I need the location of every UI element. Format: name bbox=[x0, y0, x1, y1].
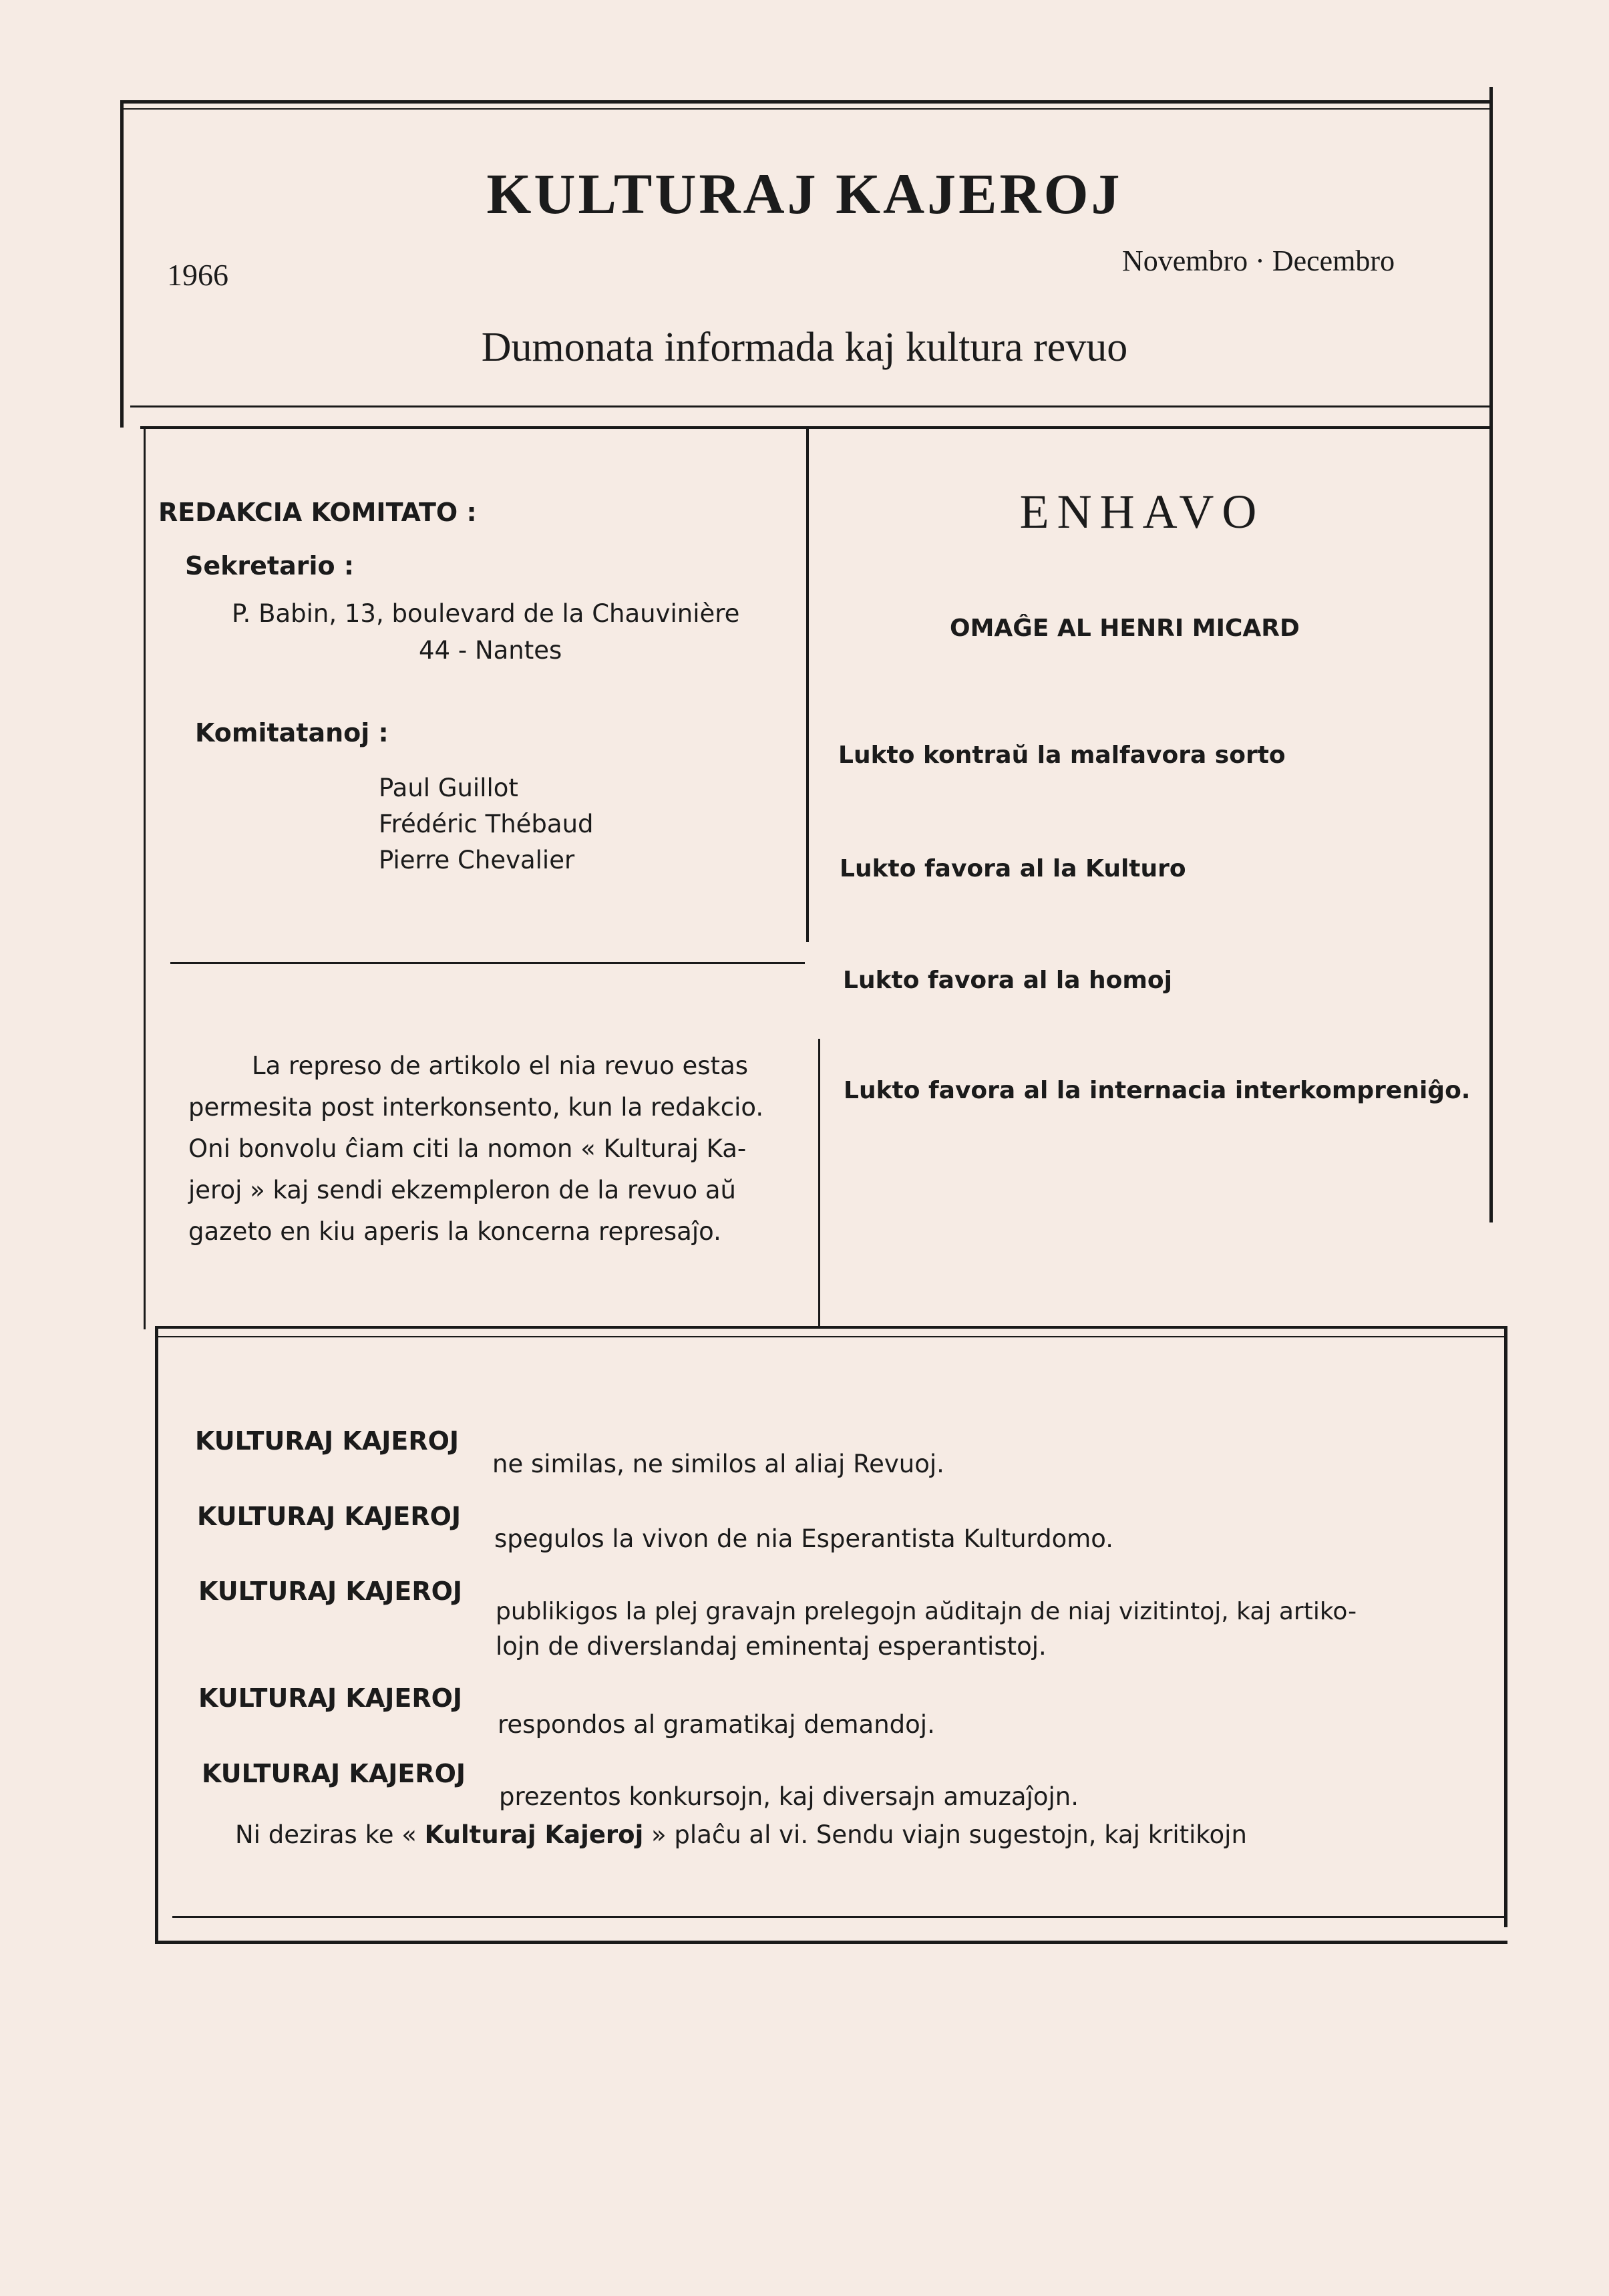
address-line-2: 44 - Nantes bbox=[419, 636, 562, 665]
issue-year: 1966 bbox=[167, 258, 228, 292]
promo-name: KULTURAJ KAJEROJ bbox=[198, 1577, 463, 1606]
promo-left bbox=[155, 1326, 158, 1944]
editorial-heading: REDAKCIA KOMITATO : bbox=[158, 498, 477, 527]
masthead-divider bbox=[130, 405, 1489, 407]
reprint-line: gazeto en kiu aperis la koncerna represaĵo. bbox=[188, 1217, 721, 1246]
editorial-underline bbox=[170, 962, 805, 964]
frame-top-inner bbox=[124, 108, 1489, 110]
committee-member: Pierre Chevalier bbox=[379, 846, 575, 874]
address-line-1: P. Babin, 13, boulevard de la Chauvinière bbox=[232, 599, 740, 628]
promo-name: KULTURAJ KAJEROJ bbox=[197, 1502, 462, 1531]
reprint-notice bbox=[188, 1045, 763, 1253]
promo-name: KULTURAJ KAJEROJ bbox=[198, 1683, 463, 1713]
promo-text: respondos al gramatikaj demandoj. bbox=[498, 1710, 935, 1739]
contents-heading: ENHAVO bbox=[1019, 485, 1265, 538]
frame-left bbox=[120, 100, 124, 428]
promo-text: spegulos la vivon de nia Esperantista Kulturdomo. bbox=[494, 1524, 1114, 1553]
committee-member: Paul Guillot bbox=[379, 774, 518, 802]
issue-period: Novembro · Decembro bbox=[1122, 244, 1395, 277]
promo-closing-pre: Ni deziras ke « bbox=[235, 1820, 417, 1849]
reprint-line: La represo de artikolo el nia revuo estas bbox=[252, 1051, 749, 1080]
reprint-line: jeroj » kaj sendi ekzempleron de la revuo aŭ bbox=[188, 1176, 736, 1204]
contents-item: Lukto favora al la Kulturo bbox=[840, 855, 1186, 882]
committee-label: Komitatanoj : bbox=[195, 718, 389, 748]
contents-item: Lukto kontraŭ la malfavora sorto bbox=[838, 742, 1286, 769]
promo-closing bbox=[235, 1820, 1247, 1849]
contents-item: Lukto favora al la homoj bbox=[843, 967, 1172, 994]
promo-text: ne similas, ne similos al aliaj Revuoj. bbox=[492, 1450, 944, 1478]
promo-right bbox=[1504, 1326, 1507, 1927]
promo-closing-post: » plaĉu al vi. Sendu viajn sugestojn, kaj kritikojn bbox=[651, 1820, 1247, 1849]
subtitle: Dumonata informada kaj kultura revuo bbox=[481, 325, 1128, 370]
promo-top-rule bbox=[155, 1326, 1507, 1329]
committee-member: Frédéric Thébaud bbox=[379, 810, 594, 838]
column-divider-lower bbox=[818, 1039, 820, 1326]
promo-name: KULTURAJ KAJEROJ bbox=[195, 1426, 460, 1456]
secretary-label: Sekretario : bbox=[185, 551, 355, 581]
promo-bottom-rule bbox=[172, 1916, 1505, 1918]
promo-name: KULTURAJ KAJEROJ bbox=[202, 1759, 466, 1788]
promo-closing-bold: Kulturaj Kajeroj bbox=[424, 1820, 644, 1849]
promo-text: lojn de diverslandaj eminentaj esperantistoj. bbox=[496, 1632, 1047, 1661]
frame-top bbox=[120, 100, 1493, 104]
promo-top-rule-2 bbox=[155, 1336, 1507, 1337]
frame-right bbox=[1489, 87, 1493, 1222]
reprint-line: permesita post interkonsento, kun la redakcio. bbox=[188, 1093, 764, 1122]
masthead-divider-2 bbox=[140, 426, 1489, 429]
contents-item: Lukto favora al la internacia interkompreniĝo. bbox=[844, 1077, 1471, 1104]
promo-bottom-rule-2 bbox=[155, 1941, 1507, 1944]
contents-item: OMAĜE AL HENRI MICARD bbox=[950, 615, 1300, 642]
frame-left-mid bbox=[144, 428, 146, 1329]
promo-text: publikigos la plej gravajn prelegojn aŭditajn de niaj vizitintoj, kaj artiko- bbox=[496, 1598, 1357, 1625]
reprint-line: Oni bonvolu ĉiam citi la nomon « Kulturaj Ka- bbox=[188, 1134, 747, 1163]
page-title: KULTURAJ KAJEROJ bbox=[486, 162, 1123, 226]
promo-text: prezentos konkursojn, kaj diversajn amuzaĵojn. bbox=[499, 1782, 1079, 1811]
